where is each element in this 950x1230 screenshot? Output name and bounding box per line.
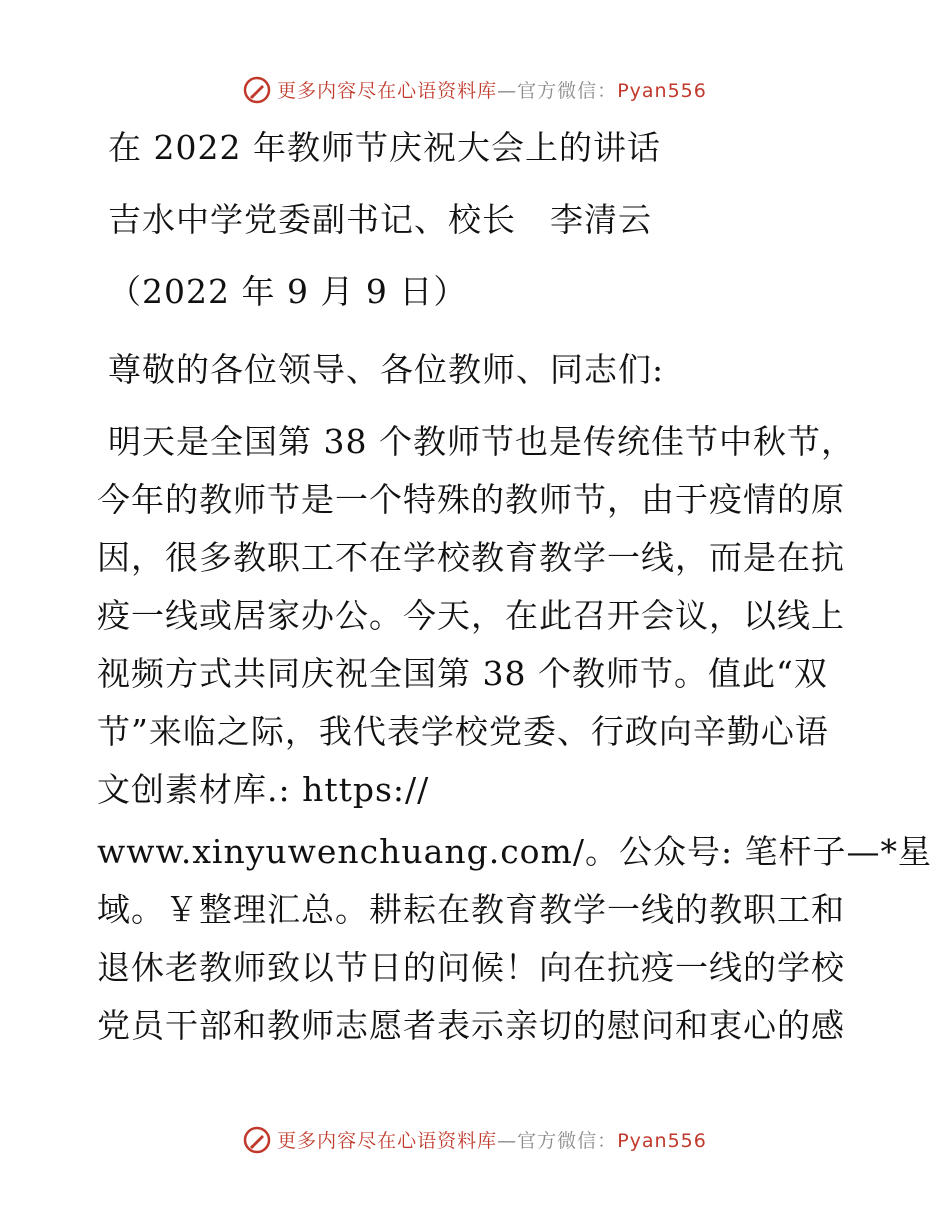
watermark-wechat-label: 官方微信： [517,80,618,102]
body-line: 明天是全国第 38 个教师节也是传统佳节中秋节， [108,422,855,461]
body-line: 域。￥整理汇总。耕耘在教育教学一线的教职工和 [97,890,845,929]
watermark-wechat-label: 官方微信： [517,1130,618,1152]
pen-logo-icon [243,1126,271,1154]
body-line: 文创素材库.: https:// [97,770,430,809]
body-line: 视频方式共同庆祝全国第 38 个教师节。值此“双 [97,654,828,693]
document-author: 吉水中学党委副书记、校长 李清云 [108,200,652,239]
watermark-wechat-id: Pyan556 [617,80,707,102]
watermark-separator: — [497,80,518,102]
body-line: 节”来临之际，我代表学校党委、行政向辛勤心语 [97,712,829,751]
body-line: 退休老教师致以节日的问候！向在抗疫一线的学校 [97,948,845,987]
body-line: 疫一线或居家办公。今天，在此召开会议，以线上 [97,596,845,635]
watermark-text: 更多内容尽在心语资料库 [277,80,498,102]
header-watermark [0,76,950,106]
body-line: 党员干部和教师志愿者表示亲切的慰问和衷心的感 [97,1006,845,1045]
body-line: 今年的教师节是一个特殊的教师节，由于疫情的原 [97,480,845,519]
watermark-text: 更多内容尽在心语资料库 [277,1130,498,1152]
body-line: 因，很多教职工不在学校教育教学一线，而是在抗 [97,538,845,577]
document-title: 在 2022 年教师节庆祝大会上的讲话 [108,128,661,167]
salutation: 尊敬的各位领导、各位教师、同志们: [108,350,665,389]
body-line: www.xinyuwenchuang.com/。公众号: 笔杆子—*星 [97,832,933,871]
pen-logo-icon [243,76,271,104]
watermark-separator: — [497,1130,518,1152]
watermark-wechat-id: Pyan556 [617,1130,707,1152]
footer-watermark [0,1126,950,1156]
document-date: （2022 年 9 月 9 日） [108,272,468,311]
